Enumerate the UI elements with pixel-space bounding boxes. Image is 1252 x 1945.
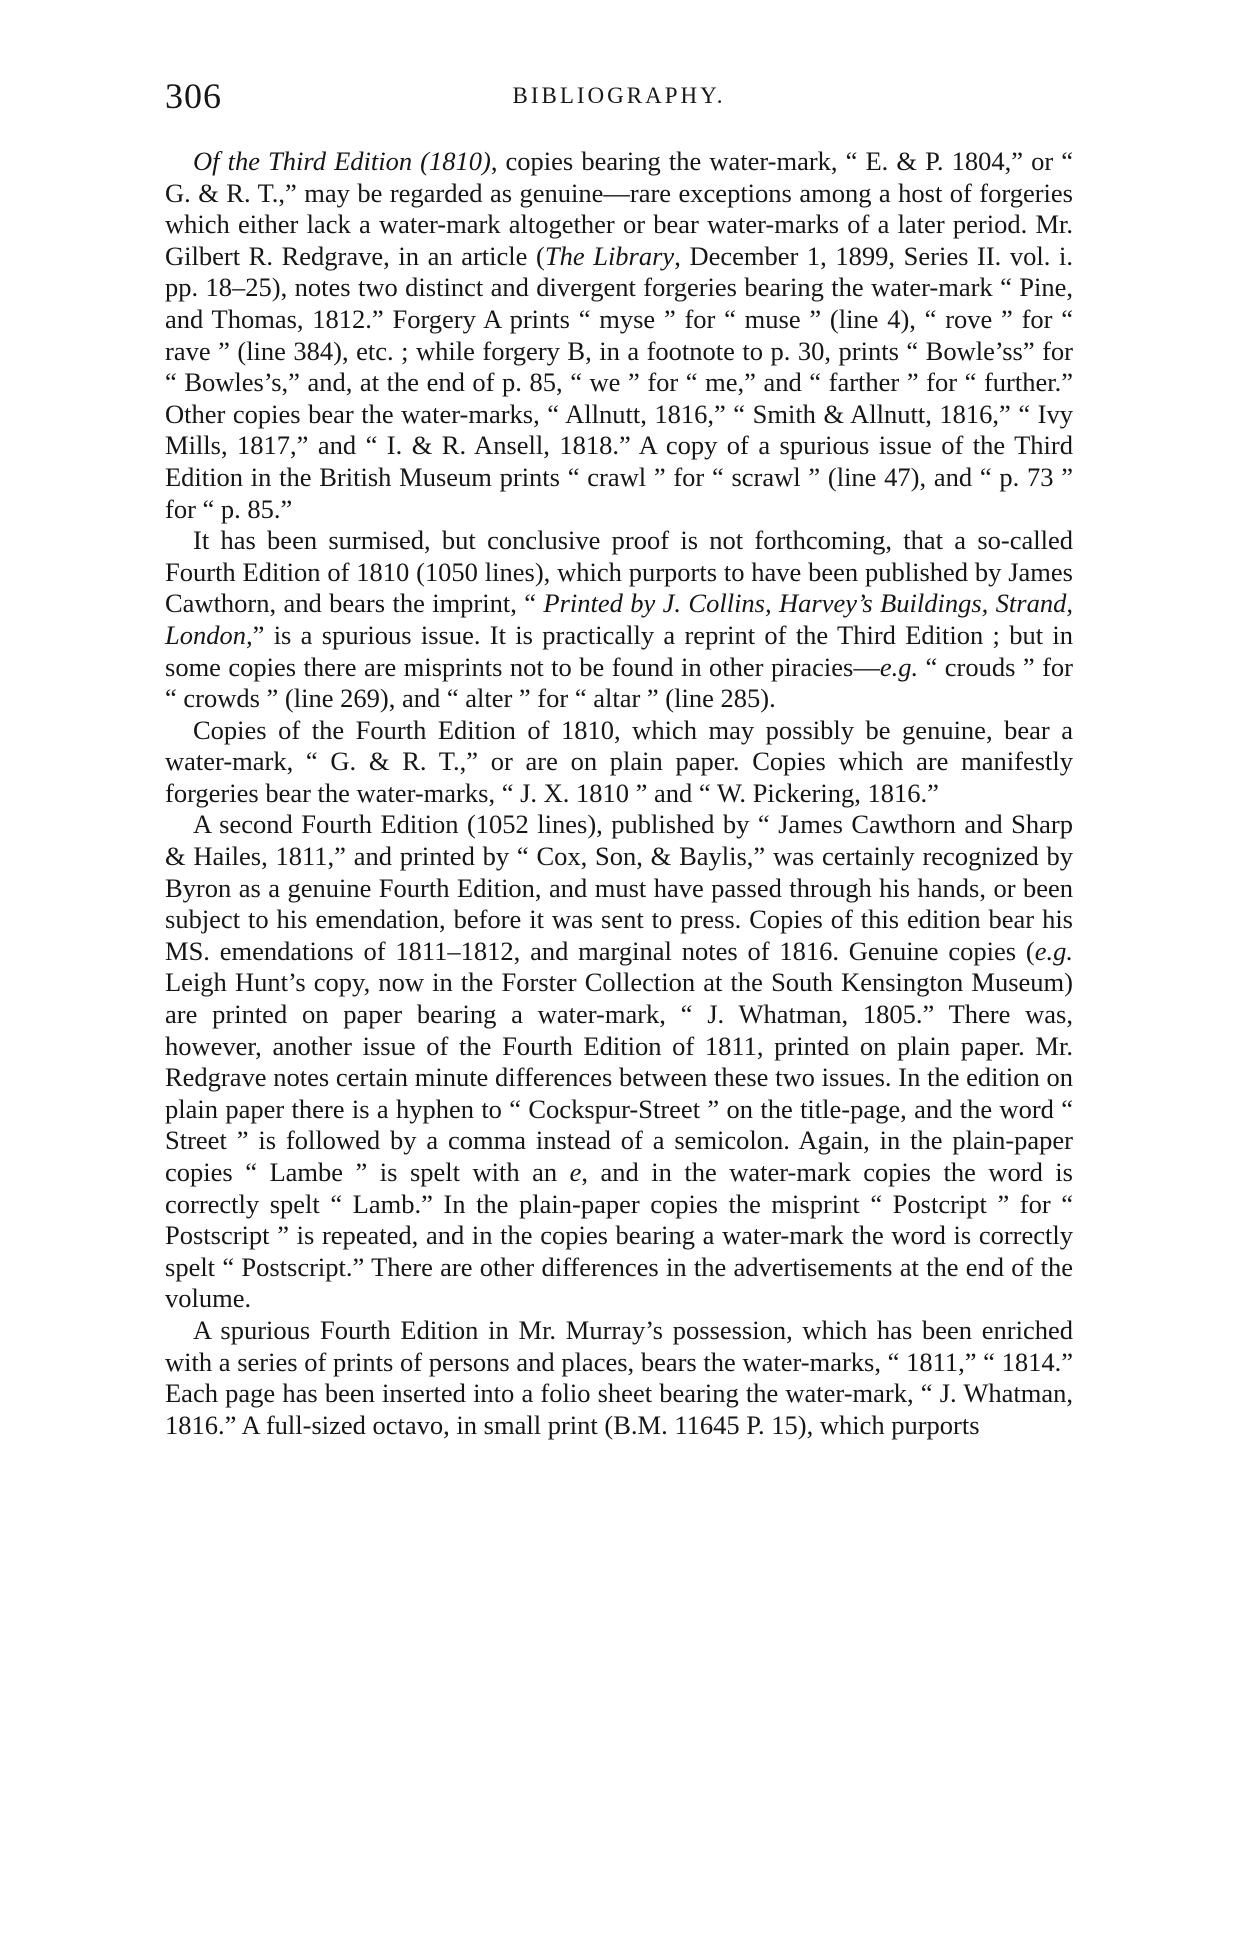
text-run: ” is a spurious issue. It is practically a reprint of the Third Edition ; but in some copies there are misprints not to be found in other piracies— [165, 619, 1073, 682]
text-run: It has been surmised, but conclusive proof is not forthcoming, that a so-called Fourth Edition of 1810 (1050 lines), which purports to have been published by James Cawthorn, and bears the imprint, “ [165, 525, 1073, 619]
abbrev-eg: e.g. [1034, 935, 1073, 966]
page-number: 306 [165, 76, 222, 116]
paragraph-second-fourth-edition [165, 809, 1073, 1315]
page-header [165, 76, 1073, 116]
text-run: Leigh Hunt’s copy, now in the Forster Collection at the South Kensington Museum) are printed on paper bearing a water-mark, “ J. Whatman, 1805.” There was, however, another issue of the Fourth Edition of 1811, printed on plain paper. Mr. Redgrave notes certain minute differences between these two issues. In the edition on plain paper there is a hyphen to “ Cockspur-Street ” on the title-page, and the word “ Street ” is followed by a comma instead of a semicolon. Again, in the plain-paper copies “ Lambe ” is spelt with an [165, 967, 1073, 1187]
text-run: Of the Third Edition (1810) [193, 146, 491, 176]
text-run: , copies bearing the water-mark, “ E. & P. 1804,” or “ G. & R. T.,” may be regarded as genuine—rare exceptions among a host of forgeries which either lack a water-mark altogether or bear water-marks of a later period. Mr. Gilbert R. Redgrave, in an article ( [165, 146, 1073, 271]
running-head: BIBLIOGRAPHY. [512, 83, 726, 108]
text-run: “ crouds ” for “ crowds ” (line 269), and “ alter ” for “ altar ” (line 285). [165, 651, 1073, 714]
abbrev-eg: e.g. [879, 651, 919, 682]
italic-letter: e [569, 1157, 582, 1187]
text-run: , December 1, 1899, Series II. vol. i. pp. 18–25), notes two distinct and divergent forgeries bearing the water-mark “ Pine, and Thomas, 1812.” Forgery A prints “ myse ” for “ muse ” (line 4), “ rove ” for “ rave ” (line 384), etc. ; while forgery B, in a footnote to p. 30, prints “ Bowle’ss” for “ Bowles’s,” and, at the end of p. 85, “ we ” for “ me,” and “ farther ” for “ further.” Other copies bear the water-marks, “ Allnutt, 1816,” “ Smith & Allnutt, 1816,” “ Ivy Mills, 1817,” and “ I. & R. Ansell, 1818.” A copy of a spurious issue of the Third Edition in the British Museum prints “ crawl ” for “ scrawl ” (line 47), and “ p. 73 ” for “ p. 85.” [165, 240, 1073, 524]
text-run: A second Fourth Edition (1052 lines), published by “ James Cawthorn and Sharp & Hailes, 1811,” and printed by “ Cox, Son, & Baylis,” was certainly recognized by Byron as a genuine Fourth Edition, and must have passed through his hands, or been subject to his emendation, before it was sent to press. Copies of this edition bear his MS. emendations of 1811–1812, and marginal notes of 1816. Genuine copies ( [165, 809, 1073, 966]
paragraph-fourth-edition-copies: Copies of the Fourth Edition of 1810, which may possibly be genuine, bear a water-mark, “ G. & R. T.,” or are on plain paper. Copies which are manifestly forgeries bear the water-marks, “ J. X. 1810 ” and “ W. Pickering, 1816.” [165, 714, 1073, 808]
text-run: , and in the water-mark copies the word is correctly spelt “ Lamb.” In the plain-paper copies the misprint “ Postcript ” for “ Postscript ” is repeated, and in the copies bearing a water-mark the word is correctly spelt “ Postscript.” There are other differences in the advertisements at the end of the volume. [165, 1157, 1073, 1314]
journal-title: The Library [544, 240, 675, 271]
paragraph-third-edition [165, 146, 1073, 525]
paragraph-fourth-edition-1810 [165, 525, 1073, 715]
imprint-text: Printed by J. Collins, Harvey’s Buildings, Strand, London, [165, 588, 1073, 650]
body-text [165, 146, 1073, 1441]
paragraph-spurious-fourth-edition: A spurious Fourth Edition in Mr. Murray’s possession, which has been enriched with a series of prints of persons and places, bears the water-marks, “ 1811,” “ 1814.” Each page has been inserted into a folio sheet bearing the water-mark, “ J. Whatman, 1816.” A full-sized octavo, in small print (B.M. 11645 P. 15), which purports [165, 1314, 1073, 1440]
